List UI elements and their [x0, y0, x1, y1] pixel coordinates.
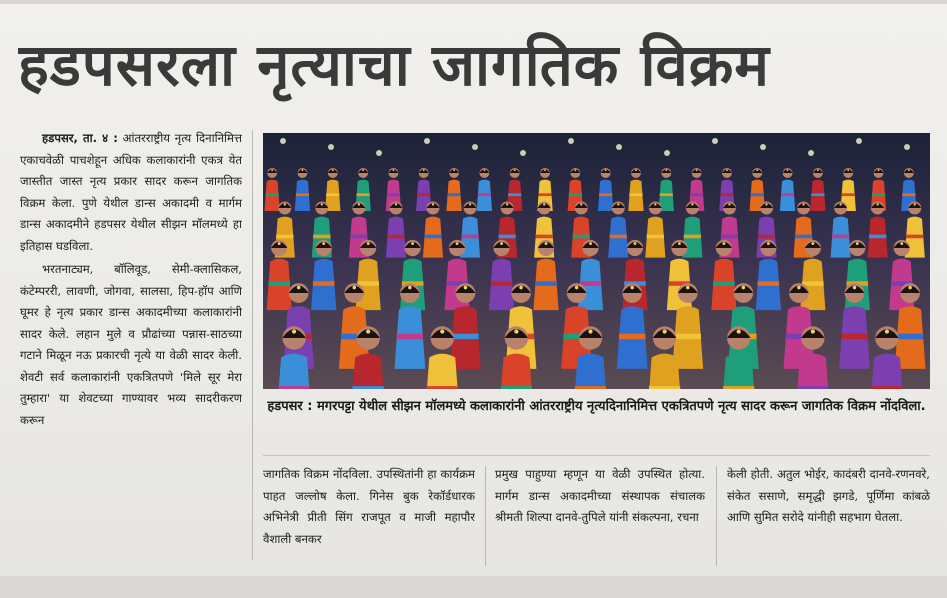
costume-border — [647, 235, 664, 239]
costume-border — [721, 235, 738, 239]
costume-border — [536, 235, 553, 239]
hair-ornament — [847, 169, 849, 171]
hair-ornament — [544, 169, 546, 171]
hair-ornament — [635, 169, 637, 171]
hair-ornament — [366, 329, 370, 333]
hair-ornament — [878, 169, 880, 171]
stage-light — [808, 150, 814, 156]
stage-light — [904, 144, 910, 150]
hair-ornament — [802, 203, 804, 205]
costume-border — [781, 193, 794, 196]
hair-ornament — [543, 203, 545, 205]
hair-ornament — [322, 242, 325, 245]
caption-text: मगरपट्टा येथील सीझन मॉलमध्ये कलाकारांनी आंतरराष्ट्रीय नृत्यदिनानिमित्त एकत्रितपणे नृत्य सादर करून जागतिक विक्रम नोंदविला. — [317, 399, 926, 414]
costume-border — [452, 334, 478, 340]
hair-ornament — [456, 242, 459, 245]
costume-border — [573, 235, 590, 239]
stage-light — [328, 144, 334, 150]
hair-ornament — [292, 329, 296, 333]
column-divider — [485, 466, 486, 566]
hair-ornament — [900, 242, 903, 245]
costume-border — [427, 386, 458, 389]
hair-ornament — [908, 169, 910, 171]
hair-ornament — [506, 203, 508, 205]
hair-ornament — [811, 242, 814, 245]
hair-ornament — [678, 242, 681, 245]
hair-ornament — [278, 242, 281, 245]
hair-ornament — [284, 203, 286, 205]
hair-ornament — [663, 329, 667, 333]
costume-border — [906, 235, 923, 239]
group-photo — [263, 133, 930, 389]
page-bottom-edge — [0, 576, 947, 598]
costume-border — [751, 193, 764, 196]
costume-border — [353, 386, 384, 389]
hair-ornament — [574, 169, 576, 171]
costume-border — [690, 193, 703, 196]
hair-ornament — [737, 329, 741, 333]
costume-border — [811, 193, 824, 196]
costume-border — [871, 386, 902, 389]
stage-light — [664, 150, 670, 156]
costume-border — [675, 334, 701, 340]
hair-ornament — [514, 329, 518, 333]
hair-ornament — [519, 286, 523, 290]
costume-border — [842, 193, 855, 196]
costume-border — [350, 235, 367, 239]
hair-ornament — [742, 286, 746, 290]
costume-border — [313, 281, 335, 286]
hair-ornament — [765, 203, 767, 205]
hair-ornament — [395, 203, 397, 205]
hair-ornament — [605, 169, 607, 171]
costume-border — [313, 235, 330, 239]
hair-ornament — [811, 329, 815, 333]
costume-border — [461, 235, 478, 239]
hair-ornament — [423, 169, 425, 171]
costume-border — [869, 235, 886, 239]
costume-border — [872, 193, 885, 196]
costume-border — [629, 193, 642, 196]
costume-border — [357, 281, 379, 286]
costume-border — [795, 235, 812, 239]
hair-ornament — [440, 329, 444, 333]
hair-ornament — [686, 286, 690, 290]
costume-border — [278, 386, 309, 389]
caption-rule — [263, 455, 930, 456]
costume-border — [802, 281, 824, 286]
stage-light — [568, 138, 574, 144]
costume-border — [501, 386, 532, 389]
costume-border — [387, 193, 400, 196]
costume-border — [797, 386, 828, 389]
costume-border — [841, 334, 867, 340]
hair-ornament — [302, 169, 304, 171]
costume-border — [720, 193, 733, 196]
costume-border — [491, 281, 513, 286]
hair-ornament — [271, 169, 273, 171]
hair-ornament — [353, 286, 357, 290]
hair-ornament — [839, 203, 841, 205]
lead-paragraph — [20, 128, 242, 257]
hair-ornament — [588, 329, 592, 333]
dancer-costume — [276, 354, 312, 389]
second-paragraph: भरतनाट्यम, बॉलिवूड, सेमी-क्लासिकल, कंटेम्पररी, लावणी, जोगवा, सालसा, हिप-हॉप आणि घूमर हे नृत्य प्रकार डान्स अकादमीच्या कलाकारांनी सादर केले. लहान मुले व प्रौढांच्या पन्नास-साठच्या गटाने मिळून नऊ प्रकारची नृत्ये या वेळी सादर केली. शेवटी सर्व कलाकारांनी एकत्रितपणे 'मिले सूर मेरा तुम्हारा' या शेवटच्या गाण्यावर भव्य सादरीकरण करून — [20, 262, 242, 427]
hair-ornament — [817, 169, 819, 171]
hair-ornament — [332, 169, 334, 171]
hair-ornament — [914, 203, 916, 205]
costume-border — [417, 193, 430, 196]
column-divider — [716, 466, 717, 566]
costume-border — [326, 193, 339, 196]
stage-light — [712, 138, 718, 144]
costume-border — [508, 193, 521, 196]
costume-border — [397, 334, 423, 340]
costume-border — [599, 193, 612, 196]
hair-ornament — [696, 169, 698, 171]
costume-border — [268, 281, 290, 286]
costume-border — [660, 193, 673, 196]
hair-ornament — [514, 169, 516, 171]
costume-border — [535, 281, 557, 286]
hair-ornament — [469, 203, 471, 205]
costume-border — [610, 235, 627, 239]
hair-ornament — [787, 169, 789, 171]
dancer-costume — [498, 354, 534, 389]
hair-ornament — [393, 169, 395, 171]
hair-ornament — [630, 286, 634, 290]
hair-ornament — [453, 169, 455, 171]
costume-border — [478, 193, 491, 196]
costume-border — [713, 281, 735, 286]
costume-border — [580, 281, 602, 286]
dancer-costume — [869, 354, 905, 389]
hair-ornament — [908, 286, 912, 290]
hair-ornament — [654, 203, 656, 205]
hair-ornament — [464, 286, 468, 290]
stage-light — [856, 138, 862, 144]
top-border — [0, 0, 947, 4]
costume-border — [538, 193, 551, 196]
article-column-4: केली होती. अतुल भोईर, कादंबरी दानवे-रणनवरे, संकेत ससाणे, समृद्धी झगडे, पूर्णिमा कांबळे आणि सुमित सरोदे यांनीही सहभाग घेतला. — [727, 467, 930, 524]
stage-light — [616, 144, 622, 150]
costume-border — [276, 235, 293, 239]
costume-border — [357, 193, 370, 196]
hair-ornament — [885, 329, 889, 333]
stage-light — [760, 144, 766, 150]
hair-ornament — [580, 203, 582, 205]
dancer-costume — [646, 354, 682, 389]
hair-ornament — [691, 203, 693, 205]
photo-caption — [263, 396, 930, 448]
costume-border — [832, 235, 849, 239]
dancer-costume — [721, 354, 757, 389]
hair-ornament — [767, 242, 770, 245]
dancer-costume — [424, 354, 460, 389]
headline: हडपसरला नृत्याचा जागतिक विक्रम — [18, 31, 770, 99]
costume-border — [296, 193, 309, 196]
hair-ornament — [728, 203, 730, 205]
caption-place: हडपसर : — [267, 399, 313, 414]
hair-ornament — [321, 203, 323, 205]
costume-border — [758, 235, 775, 239]
hair-ornament — [877, 203, 879, 205]
hair-ornament — [853, 286, 857, 290]
article-column-2: जागतिक विक्रम नोंदविला. उपस्थितांनी हा कार्यक्रम पाहत जल्लोष केला. गिनेस बुक रेकॉर्डधारक अभिनेत्री प्रीती सिंग राजपूत व माजी महापौर वैशाली बनकर — [263, 467, 475, 546]
stage-light — [376, 150, 382, 156]
hair-ornament — [797, 286, 801, 290]
hair-ornament — [545, 242, 548, 245]
dancer-costume — [795, 354, 831, 389]
hair-ornament — [722, 242, 725, 245]
costume-border — [902, 193, 915, 196]
hair-ornament — [367, 242, 370, 245]
hair-ornament — [665, 169, 667, 171]
stage-light — [424, 138, 430, 144]
costume-border — [575, 386, 606, 389]
hair-ornament — [432, 203, 434, 205]
costume-border — [424, 235, 441, 239]
costume-border — [619, 334, 645, 340]
dancer-costume — [572, 354, 608, 389]
hair-ornament — [358, 203, 360, 205]
dancer-costume — [350, 354, 386, 389]
costume-border — [266, 193, 279, 196]
lead-text: आंतरराष्ट्रीय नृत्य दिनानिमित्त एकाचवेळी पाचशेहून अधिक कलाकारांनी एकत्र येत जास्तीत जास्त नृत्य प्रकार सादर करून जागतिक विक्रम केला. पुणे येथील डान्स अकादमी व मार्गम डान्स अकादमीने हडपसर येथील सीझन मॉलमध्ये हा इतिहास घडविला. — [20, 131, 242, 253]
article-column-1 — [20, 128, 242, 568]
hair-ornament — [408, 286, 412, 290]
hair-ornament — [634, 242, 637, 245]
hair-ornament — [756, 169, 758, 171]
stage-light — [280, 138, 286, 144]
dateline: हडपसर, ता. ४ : — [42, 131, 118, 145]
costume-border — [498, 235, 515, 239]
costume-border — [723, 386, 754, 389]
hair-ornament — [362, 169, 364, 171]
costume-border — [897, 334, 923, 340]
hair-ornament — [484, 169, 486, 171]
hair-ornament — [500, 242, 503, 245]
article-column-3: प्रमुख पाहुण्या म्हणून या वेळी उपस्थित होत्या. मार्गम डान्स अकादमीच्या संस्थापक संचालक श्रीमती शिल्पा दानवे-तुपिले यांनी संकल्पना, रचना — [495, 467, 705, 524]
hair-ornament — [726, 169, 728, 171]
hair-ornament — [617, 203, 619, 205]
hair-ornament — [589, 242, 592, 245]
hair-ornament — [575, 286, 579, 290]
column-divider — [252, 130, 253, 560]
stage-light — [472, 144, 478, 150]
costume-border — [758, 281, 780, 286]
costume-border — [447, 193, 460, 196]
hair-ornament — [297, 286, 301, 290]
hair-ornament — [856, 242, 859, 245]
hair-ornament — [411, 242, 414, 245]
costume-border — [649, 386, 680, 389]
costume-border — [387, 235, 404, 239]
dancers-photo — [263, 133, 930, 389]
stage-light — [520, 150, 526, 156]
costume-border — [684, 235, 701, 239]
costume-border — [569, 193, 582, 196]
